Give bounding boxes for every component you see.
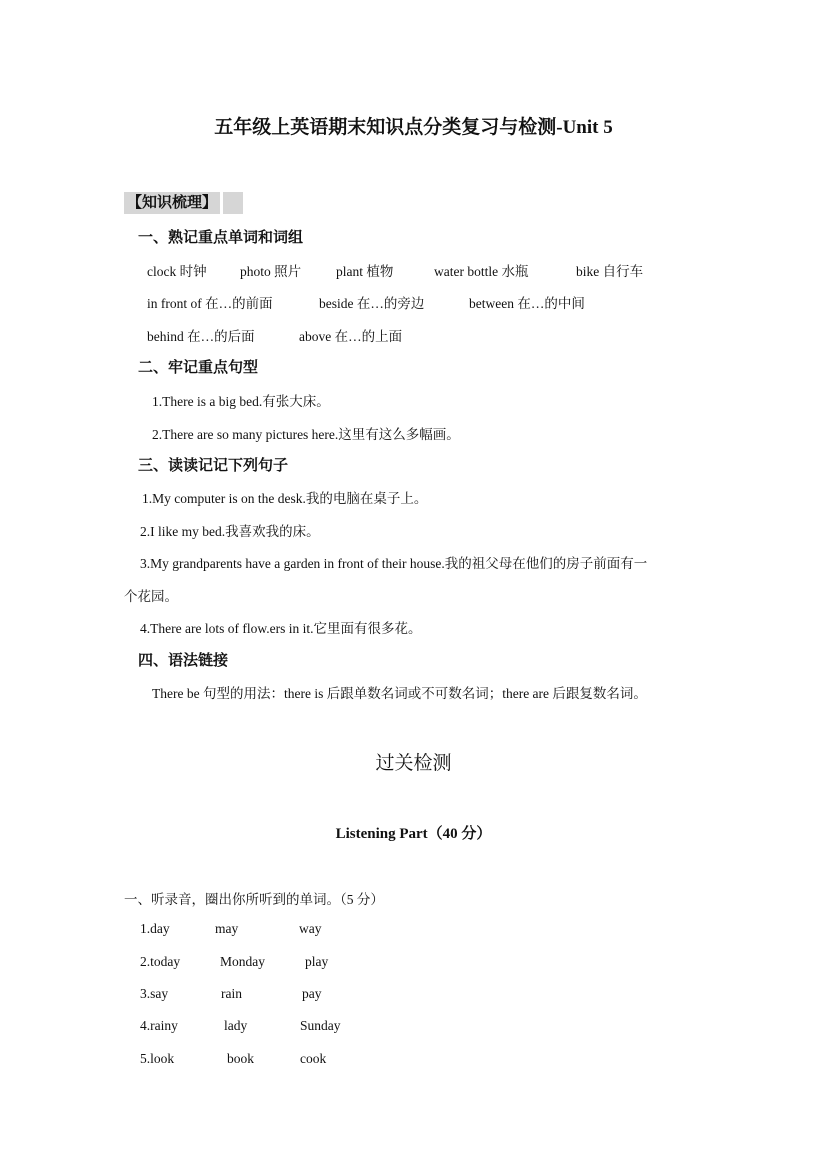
word-choice-row (140, 921, 322, 937)
vocab-row-1 (147, 260, 643, 280)
word-option: 1.day (140, 921, 170, 936)
vocab-item: water bottle 水瓶 (434, 264, 529, 279)
word-choice-row (140, 986, 322, 1002)
word-option: may (215, 921, 239, 936)
sentence-pattern-line: 2.There are so many pictures here.这里有这么多幅画。 (152, 427, 460, 442)
word-option: cook (300, 1051, 327, 1066)
page-title: 五年级上英语期末知识点分类复习与检测-Unit 5 (214, 117, 613, 138)
word-choice-row (140, 954, 328, 970)
vocab-item: beside 在…的旁边 (319, 296, 425, 311)
word-option: 2.today (140, 954, 181, 969)
word-option: play (305, 954, 329, 969)
sentence-line: 1.My computer is on the desk.我的电脑在桌子上。 (142, 491, 428, 506)
word-option: 5.look (140, 1051, 175, 1066)
word-option: Sunday (300, 1018, 341, 1033)
vocab-row-2 (147, 292, 585, 312)
word-option: pay (302, 986, 322, 1001)
vocab-item: clock 时钟 (147, 264, 207, 279)
sentence-pattern-line: 1.There is a big bed.有张大床。 (152, 394, 330, 409)
word-option: 3.say (140, 986, 169, 1001)
section-4-heading: 四、语法链接 (138, 653, 229, 669)
listening-title: Listening Part（40 分） (335, 826, 492, 842)
vocab-item: bike 自行车 (576, 264, 644, 279)
check-title: 过关检测 (375, 753, 452, 774)
word-option: book (227, 1051, 254, 1066)
vocab-item: between 在…的中间 (469, 296, 585, 311)
word-choice-row (140, 1018, 341, 1034)
section-1-heading: 一、熟记重点单词和词组 (138, 230, 304, 246)
sentence-line: 4.There are lots of flow.ers in it.它里面有很多花。 (140, 621, 422, 636)
sentence-line: 2.I like my bed.我喜欢我的床。 (140, 524, 320, 539)
listening-question-heading: 一、听录音，圈出你所听到的单词。（5 分） (124, 892, 384, 907)
section-3-heading: 三、读读记记下列句子 (138, 458, 289, 474)
section-2-heading: 二、牢记重点句型 (138, 360, 259, 376)
word-choice-row (140, 1051, 326, 1067)
vocab-item: above 在…的上面 (299, 329, 403, 344)
word-option: lady (224, 1018, 248, 1033)
grammar-note: There be 句型的用法：there is 后跟单数名词或不可数名词；there are 后跟复数名词。 (152, 686, 647, 701)
word-option: Monday (220, 954, 265, 969)
word-option: way (299, 921, 322, 936)
vocab-item: photo 照片 (240, 264, 302, 279)
vocab-item: plant 植物 (336, 264, 394, 279)
vocab-item: in front of 在…的前面 (147, 296, 273, 311)
sentence-line: 3.My grandparents have a garden in front of their house.我的祖父母在他们的房子前面有一 (140, 556, 648, 571)
vocab-item: behind 在…的后面 (147, 329, 255, 344)
knowledge-tag-container (124, 192, 243, 214)
knowledge-tag: 【知识梳理】 (124, 192, 220, 214)
tag-highlight-tail (223, 192, 243, 214)
word-option: 4.rainy (140, 1018, 178, 1033)
sentence-line: 个花园。 (124, 589, 178, 604)
vocab-row-3 (147, 325, 402, 345)
word-option: rain (221, 986, 242, 1001)
